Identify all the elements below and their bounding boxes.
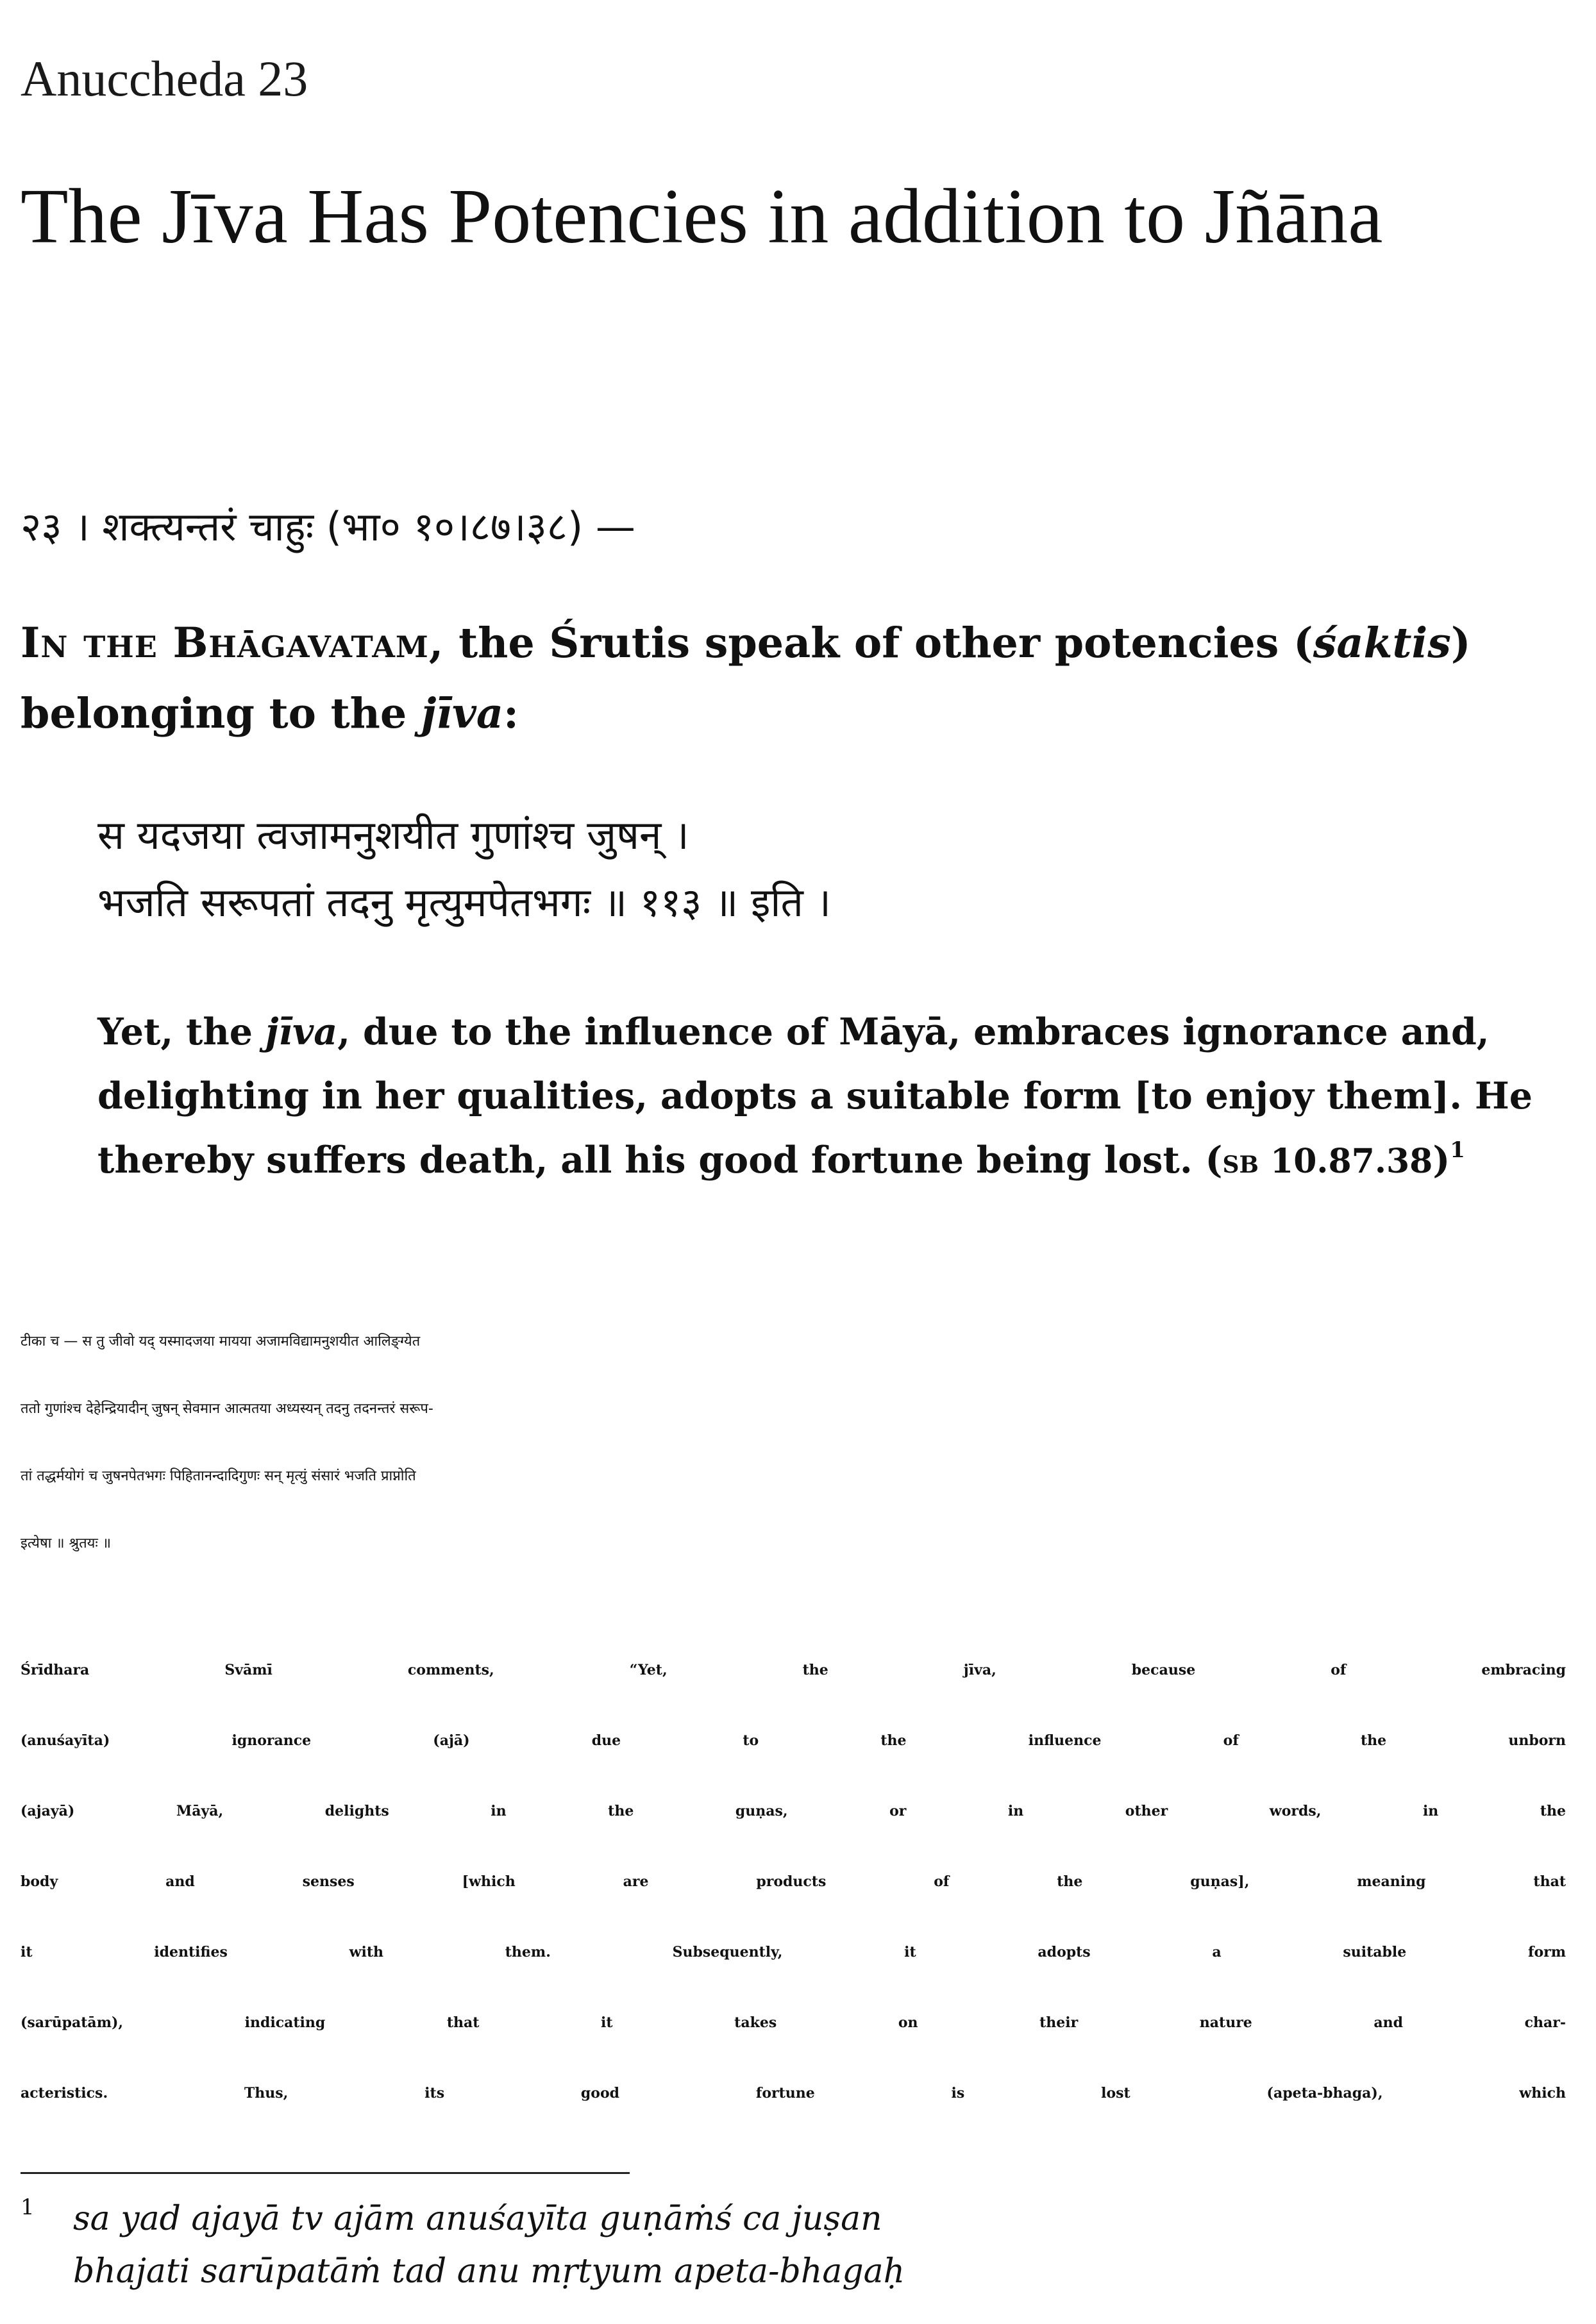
footnote-line: bhajati sarūpatāṁ tad anu mṛtyum apeta-bhagaḥ — [73, 2252, 905, 2291]
verse-line: भजति सरूपतां तदनु मृत्युमपेतभगः ॥ ११३ ॥ इति । — [97, 879, 832, 926]
tika-commentary — [21, 1308, 1566, 1577]
commentary-line: (sarūpatām), indicating that it takes on their nature and char- — [21, 2014, 1566, 2031]
commentary-line: acteristics. Thus, its good fortune is lost (apeta-bhaga), which — [21, 2085, 1566, 2102]
english-commentary — [21, 1635, 1566, 2128]
sanskrit-heading: २३ । शक्त्यन्तरं चाहुः (भा० १०।८७।३८) — — [21, 503, 635, 550]
footnote-divider — [21, 2172, 630, 2174]
commentary-line: (ajayā) Māyā, delights in the guṇas, or in other words, in the — [21, 1803, 1566, 1819]
trans-italic-a: jīva — [265, 1010, 338, 1053]
commentary-line: body and senses [which are products of the guṇas], meaning that — [21, 1873, 1566, 1890]
intro-italic-a: śaktis — [1313, 619, 1451, 667]
trans-reference: sb 10.87.38 — [1222, 1142, 1433, 1181]
verse-translation — [97, 1000, 1553, 1194]
commentary-line: (anuśayīta) ignorance (ajā) due to the influence of the unborn — [21, 1732, 1566, 1749]
intro-paragraph — [21, 608, 1566, 749]
tika-line: टीका च — स तु जीवो यद् यस्मादजया मायया अजामविद्यामनुशयीत आलिङ्ग्येत — [21, 1333, 421, 1350]
chapter-label: Anuccheda 23 — [21, 51, 308, 106]
intro-italic-b: jīva — [421, 689, 503, 738]
trans-text-b: , due to the influence of Māyā, embraces ignorance and, delighting in her qualities, adopts a suitable form [to enjoy them]. He thereby suffers death, all his good fortune being lost. ( — [97, 1010, 1533, 1182]
intro-smallcaps: In the Bhāgavatam, — [21, 619, 444, 667]
page-title: The Jīva Has Potencies in addition to Jñāna — [21, 173, 1383, 260]
footnote-line: sa yad ajayā tv ajām anuśayīta guṇāṁś ca juṣan — [73, 2200, 882, 2238]
commentary-line: it identifies with them. Subsequently, it adopts a suitable form — [21, 1944, 1566, 1960]
intro-text-c: : — [503, 689, 519, 738]
commentary-line: Śrīdhara Svāmī comments, “Yet, the jīva, because of embracing — [21, 1662, 1566, 1678]
intro-text-a: the Śrutis speak of other potencies ( — [444, 619, 1313, 667]
verse-line: स यदजया त्वजामनुशयीत गुणांश्च जुषन् । — [97, 812, 689, 858]
tika-line: ततो गुणांश्च देहेन्द्रियादीन् जुषन् सेवमान आत्मतया अध्यस्यन् तदनु तदनन्तरं सरूप- — [21, 1401, 433, 1417]
intro-text-b: ) belonging to the — [21, 619, 1471, 738]
tika-line: इत्येषा ॥ श्रुतयः ॥ — [21, 1535, 112, 1551]
tika-line: तां तद्धर्मयोगं च जुषनपेतभगः पिहितानन्दादिगुणः सन् मृत्युं संसारं भजति प्राप्नोति — [21, 1468, 416, 1484]
footnote-number: 1 — [21, 2194, 35, 2220]
footnote — [21, 2193, 905, 2298]
footnote-mark[interactable]: 1 — [1450, 1137, 1465, 1163]
sanskrit-verse — [97, 801, 831, 936]
trans-text-a: Yet, the — [97, 1010, 265, 1053]
trans-text-c: ) — [1432, 1139, 1450, 1182]
